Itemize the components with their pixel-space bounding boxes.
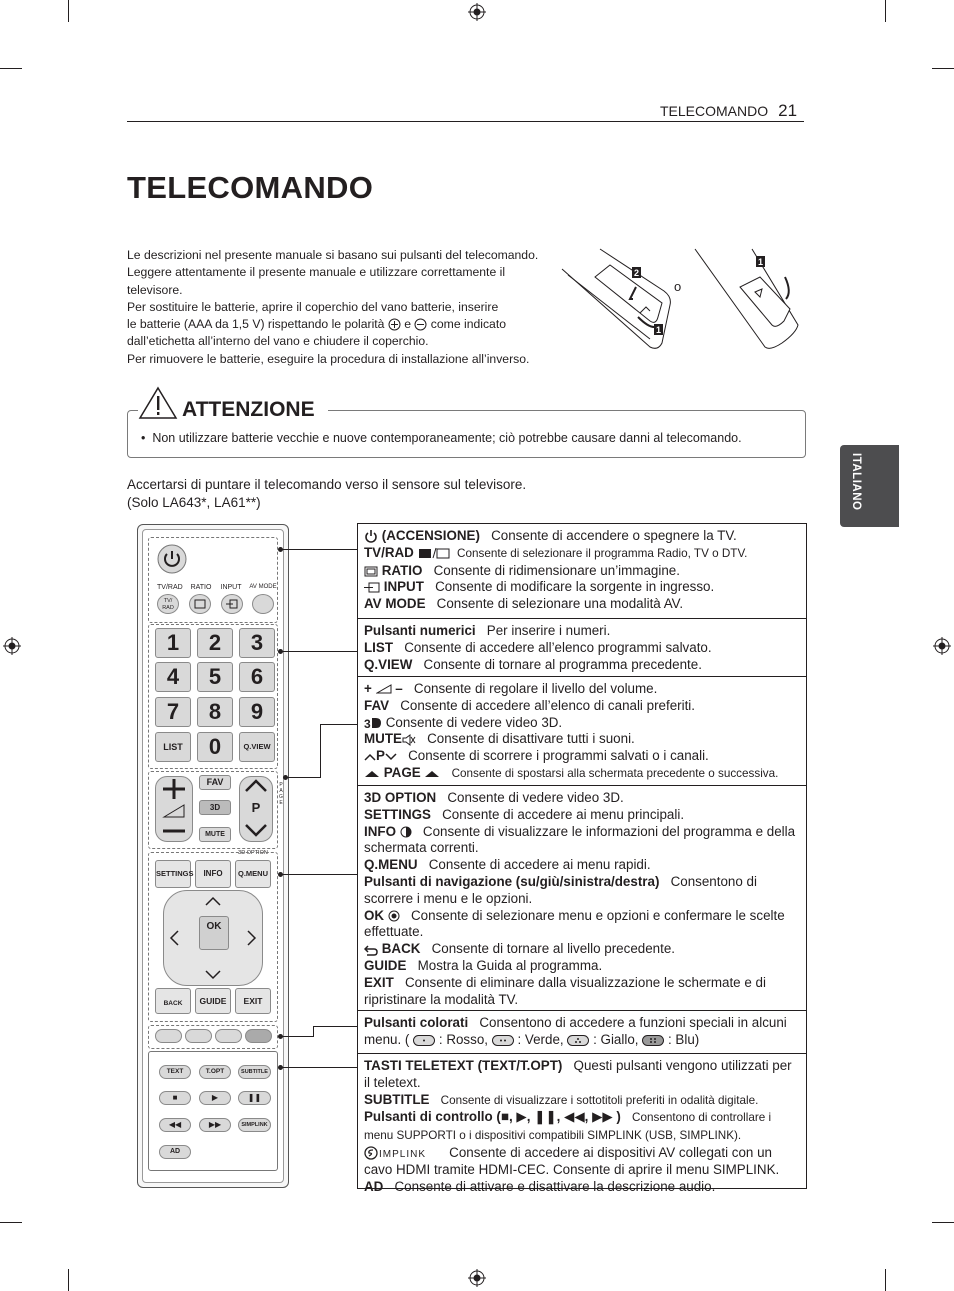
page-down-icon	[424, 768, 440, 778]
fastforward-button[interactable]: ▶▶	[199, 1118, 231, 1132]
desc-label: –	[395, 681, 403, 696]
desc-qmenu	[364, 857, 800, 874]
desc-text: Consente di ridimensionare un’immagine.	[433, 562, 680, 578]
qmenu-button[interactable]: Q.MENU	[235, 860, 271, 888]
desc-text: Consente di selezionare il programma Radio, TV o DTV.	[457, 546, 748, 560]
control-symbols: ■, ▶, ❚❚, ◀◀, ▶▶	[500, 1109, 617, 1125]
desc-label: BACK	[381, 941, 421, 957]
crop-mark	[0, 1222, 22, 1223]
desc-text: Consente di spostarsi alla schermata precedente o successiva.	[451, 766, 779, 780]
warning-bullet-text: Non utilizzare batterie vecchie e nuove contemporaneamente; ciò potrebbe causare danni al telecomando.	[152, 431, 742, 445]
desc-3d	[364, 715, 800, 732]
page-label: PAGE	[279, 782, 283, 806]
desc-text: Consente di tornare al programma precedente.	[423, 656, 702, 672]
digit-5-button[interactable]: 5	[197, 662, 233, 692]
yellow-key-icon	[567, 1035, 589, 1046]
desc-nav	[364, 874, 800, 908]
crop-mark	[885, 1269, 886, 1291]
p-label: P	[251, 800, 261, 815]
aim-line: Accertarsi di puntare il telecomando verso il sensore sul televisore.	[127, 477, 527, 492]
desc-text: Consente di vedere video 3D.	[447, 790, 624, 805]
up-chevron-icon	[364, 752, 376, 762]
aim-note	[127, 476, 526, 512]
language-tab	[840, 445, 899, 527]
desc-guide	[364, 958, 800, 975]
page-title: TELECOMANDO	[127, 170, 374, 205]
3d-option-label: 3D OPTION	[238, 850, 268, 856]
input-button[interactable]	[221, 594, 243, 614]
input-icon	[364, 582, 380, 593]
desc-list	[364, 640, 800, 657]
svg-text:3: 3	[364, 717, 371, 730]
desc-numeric	[364, 623, 800, 640]
desc-text: Consente di accendere o spegnere la TV.	[491, 528, 737, 543]
blue-button[interactable]	[245, 1029, 272, 1043]
callout-line	[280, 549, 357, 550]
ratio-icon	[364, 566, 378, 577]
desc-text: Consente di selezionare menu e opzioni e confermare le scelte effettuate.	[364, 907, 785, 940]
avmode-button[interactable]	[252, 594, 274, 614]
crop-mark	[68, 0, 69, 22]
desc-back	[364, 941, 800, 958]
desc-text: Consente di disattivare tutti i suoni.	[427, 731, 635, 747]
intro-line: Per rimuovere le batterie, eseguire la procedura di installazione all’inverso.	[127, 351, 530, 366]
desc-3d-option	[364, 790, 800, 807]
desc-text: : Verde,	[517, 1031, 564, 1047]
header-section: TELECOMANDO	[660, 103, 769, 119]
mute-button[interactable]: MUTE	[199, 827, 231, 842]
intro-text: e	[404, 317, 412, 332]
volume-icon	[376, 684, 392, 694]
or-label: o	[674, 279, 682, 294]
desc-qview	[364, 657, 800, 674]
desc-label: FAV	[364, 697, 390, 713]
pause-button[interactable]: ❚❚	[238, 1091, 271, 1105]
desc-text: : Giallo,	[593, 1031, 639, 1047]
desc-fav	[364, 698, 800, 715]
desc-text: Consentono di scorrere i menu e le opzioni.	[364, 873, 757, 906]
step-2-badge: 2	[633, 268, 640, 278]
intro-line: Per sostituire le batterie, aprire il coperchio del vano batterie, inserire	[127, 299, 499, 314]
intro-text: le batterie (AAA da 1,5 V) rispettando le polarità	[127, 317, 385, 332]
qview-button[interactable]: Q.VIEW	[239, 732, 275, 762]
intro-line: televisore.	[127, 282, 183, 297]
digit-9-button[interactable]: 9	[239, 697, 275, 727]
desc-control	[364, 1109, 800, 1145]
step-1-badge: 1	[655, 325, 662, 335]
digit-7-button[interactable]: 7	[155, 697, 191, 727]
desc-mute	[364, 731, 800, 748]
section-colored	[358, 1011, 806, 1054]
callout-line	[280, 1067, 357, 1068]
digit-1-button[interactable]: 1	[155, 628, 191, 658]
back-button[interactable]: BACK	[155, 988, 191, 1014]
intro-line	[127, 316, 567, 333]
desc-volume	[364, 681, 800, 698]
green-button[interactable]	[185, 1029, 212, 1043]
desc-ok	[364, 908, 800, 942]
ok-label: OK	[206, 921, 222, 932]
desc-text: Consente di visualizzare i sottotitoli preferiti in odalità digitale.	[440, 1093, 759, 1107]
desc-label: Pulsanti numerici	[364, 623, 476, 638]
desc-text: Consente di tornare al livello precedente.	[431, 941, 676, 957]
simplink-logo-icon	[364, 1146, 438, 1160]
desc-subtitle	[364, 1092, 800, 1110]
plus-polarity-icon	[388, 318, 401, 331]
desc-ratio	[364, 563, 800, 580]
tvrad-button[interactable]	[157, 594, 179, 614]
desc-p	[364, 748, 800, 765]
crop-mark	[68, 1269, 69, 1291]
desc-power	[364, 528, 800, 545]
play-button[interactable]: ▶	[199, 1091, 231, 1105]
desc-text: Consente di accedere all’elenco programmi salvato.	[404, 639, 712, 655]
desc-simplink	[364, 1145, 800, 1179]
3d-icon	[364, 717, 382, 729]
3d-button[interactable]: 3D	[199, 800, 231, 815]
section-teletext	[358, 1054, 806, 1194]
desc-text: Consente di accedere all’elenco di canali preferiti.	[400, 697, 695, 713]
radio-tv-icon	[418, 547, 450, 559]
desc-text: Consente di vedere video 3D.	[385, 714, 563, 730]
header-rule	[127, 121, 804, 122]
guide-button[interactable]: GUIDE	[195, 988, 231, 1014]
registration-mark-icon	[3, 637, 21, 655]
desc-teletext	[364, 1058, 800, 1092]
desc-label: Pulsanti di navigazione (su/giù/sinistra/destra)	[364, 873, 660, 889]
desc-label: PAGE	[383, 764, 421, 780]
desc-text: Consentono di controllare i menu SUPPORTI o i dispositivi compatibili SIMPLINK (USB, SIMPLINK).	[364, 1111, 772, 1143]
desc-text: Consente di accedere ai menu principali.	[442, 806, 685, 822]
section-volume	[358, 677, 806, 786]
page-number: 21	[778, 101, 798, 120]
desc-text: Consente di eliminare dalla visualizzazione le schermate e di ripristinare la modalità TV.	[364, 974, 766, 1007]
list-button[interactable]: LIST	[155, 732, 191, 762]
desc-text: Consente di visualizzare le informazioni del programma e della schermata correnti.	[364, 823, 796, 856]
back-arrow-icon	[364, 944, 378, 956]
callout-line	[320, 724, 357, 725]
section-top-buttons	[358, 524, 806, 619]
button-description-table	[357, 523, 807, 1194]
callout-line	[280, 1036, 313, 1037]
desc-text: : Rosso,	[438, 1031, 488, 1047]
warning-bullet: • Non utilizzare batterie vecchie e nuove contemporaneamente; ciò potrebbe causare danni al telecomando.	[141, 431, 742, 445]
desc-label: INPUT	[383, 579, 424, 595]
power-icon	[364, 529, 378, 543]
desc-label: (ACCENSIONE)	[381, 528, 480, 543]
desc-label: TASTI TELETEXT (TEXT/T.OPT)	[364, 1058, 563, 1073]
registration-mark-icon	[468, 3, 486, 21]
intro-text: come indicato	[430, 317, 506, 332]
tvrad-label: TV/RAD	[157, 584, 183, 591]
power-button[interactable]	[157, 544, 187, 574]
desc-text: Mostra la Guida al programma.	[417, 957, 603, 973]
desc-label: MUTE	[364, 731, 402, 747]
warning-triangle-icon	[138, 386, 178, 420]
red-key-icon	[413, 1035, 435, 1046]
minus-polarity-icon	[414, 318, 427, 331]
digit-0-button[interactable]: 0	[197, 732, 233, 762]
input-label: INPUT	[220, 584, 242, 591]
section-numeric	[358, 619, 806, 677]
desc-avmode	[364, 596, 800, 613]
desc-page	[364, 765, 800, 783]
desc-text: Per inserire i numeri.	[486, 623, 611, 638]
ad-button[interactable]: AD	[159, 1145, 191, 1159]
intro-paragraph	[127, 247, 567, 368]
desc-text: Consente di modificare la sorgente in ingresso.	[435, 579, 715, 595]
section-menu	[358, 786, 806, 1011]
callout-line	[313, 1026, 357, 1027]
ok-button[interactable]	[199, 916, 229, 950]
desc-label: EXIT	[364, 974, 394, 990]
desc-label: Q.MENU	[364, 857, 418, 873]
desc-label: Pulsanti colorati	[364, 1015, 469, 1030]
info-icon	[400, 826, 412, 838]
avmode-label: AV MODE	[249, 584, 277, 590]
desc-label: AD	[364, 1178, 384, 1194]
running-header	[660, 101, 797, 121]
crop-mark	[932, 1222, 954, 1223]
crop-mark	[885, 0, 886, 22]
desc-label: LIST	[364, 639, 394, 655]
battery-illustration	[560, 247, 810, 352]
desc-ad	[364, 1179, 800, 1196]
desc-settings	[364, 807, 800, 824]
desc-label: TV/RAD	[364, 544, 414, 560]
desc-label: SETTINGS	[364, 806, 431, 822]
registration-mark-icon	[468, 1269, 486, 1287]
registration-mark-icon	[933, 637, 951, 655]
callout-line	[280, 651, 357, 652]
desc-text: Consente di accedere ai menu rapidi.	[428, 857, 651, 873]
fav-button[interactable]: FAV	[199, 775, 231, 790]
settings-button[interactable]: SETTINGS	[155, 860, 191, 888]
desc-label: SUBTITLE	[364, 1091, 430, 1107]
step-1-badge: 1	[757, 257, 764, 267]
desc-colored	[364, 1015, 800, 1049]
digit-8-button[interactable]: 8	[197, 697, 233, 727]
stop-button[interactable]: ■	[159, 1091, 191, 1105]
desc-text: Questi pulsanti vengono utilizzati per il teletext.	[364, 1058, 792, 1090]
exit-button[interactable]: EXIT	[235, 988, 271, 1014]
desc-label: AV MODE	[364, 596, 426, 612]
volume-icon	[156, 777, 192, 841]
desc-text: Consente di selezionare una modalità AV.	[436, 596, 684, 612]
desc-text: Consente di attivare e disattivare la descrizione audio.	[394, 1178, 716, 1194]
remote-control-illustration	[137, 524, 289, 1188]
desc-text: Consente di regolare il livello del volume.	[413, 681, 658, 696]
digit-2-button[interactable]: 2	[197, 628, 233, 658]
desc-label: Q.VIEW	[364, 656, 413, 672]
volume-rocker[interactable]	[155, 776, 193, 842]
tv-label: TV/	[163, 598, 173, 604]
digit-4-button[interactable]: 4	[155, 662, 191, 692]
desc-text: Consente di scorrere i programmi salvati o i canali.	[408, 748, 709, 764]
desc-label: GUIDE	[364, 957, 407, 973]
rewind-button[interactable]: ◀◀	[159, 1118, 191, 1132]
blue-key-icon	[642, 1035, 664, 1046]
desc-text: Consente di accedere ai dispositivi AV collegati con un cavo HDMI tramite HDMI-CEC. Consente di aprire il menu SIMPLINK.	[364, 1144, 780, 1177]
mute-icon	[402, 734, 416, 746]
yellow-button[interactable]	[215, 1029, 242, 1043]
warning-title: ATTENZIONE	[182, 398, 325, 422]
callout-line	[285, 777, 320, 778]
desc-label: RATIO	[381, 562, 423, 578]
ratio-label: RATIO	[190, 584, 212, 591]
crop-mark	[0, 68, 22, 69]
desc-input	[364, 579, 800, 596]
ratio-icon	[194, 599, 206, 609]
callout-line	[313, 1026, 314, 1037]
callout-line	[320, 724, 321, 778]
ratio-button[interactable]	[189, 594, 211, 614]
rad-label: RAD	[162, 605, 174, 611]
desc-tvrad	[364, 545, 800, 563]
desc-exit	[364, 975, 800, 1009]
ok-icon	[388, 910, 400, 922]
desc-text: Consentono di accedere a funzioni speciali in alcuni menu. (	[364, 1015, 787, 1047]
digit-3-button[interactable]: 3	[239, 628, 275, 658]
svg-text:IMPLINK: IMPLINK	[379, 1149, 427, 1161]
desc-text: : Blu)	[667, 1031, 700, 1047]
desc-label: OK	[364, 907, 385, 923]
input-icon	[226, 599, 238, 609]
down-chevron-icon	[385, 752, 397, 762]
page-up-icon	[364, 768, 380, 778]
text-button[interactable]: TEXT	[159, 1065, 191, 1079]
simplink-button[interactable]: SIMPLINK	[238, 1118, 271, 1132]
desc-label: INFO	[364, 823, 396, 839]
language-tab-label: ITALIANO	[850, 453, 862, 511]
info-button[interactable]: INFO	[195, 860, 231, 888]
subtitle-button[interactable]: SUBTITLE	[238, 1065, 271, 1079]
digit-6-button[interactable]: 6	[239, 662, 275, 692]
intro-line: Leggere attentamente il presente manuale e utilizzare correttamente il	[127, 265, 506, 280]
intro-line: Le descrizioni nel presente manuale si basano sui pulsanti del telecomando.	[127, 248, 539, 262]
crop-mark	[932, 68, 954, 69]
red-button[interactable]	[155, 1029, 182, 1043]
intro-line: dall’etichetta all’interno del vano e chiudere il coperchio.	[127, 334, 429, 349]
callout-line	[280, 874, 357, 875]
aim-line: (Solo LA643*, LA61**)	[127, 495, 261, 510]
desc-label: 3D OPTION	[364, 790, 437, 805]
desc-label: Pulsanti di controllo (	[364, 1109, 501, 1125]
desc-label: )	[616, 1109, 621, 1125]
desc-label: P	[376, 748, 385, 764]
desc-info	[364, 824, 800, 858]
green-key-icon	[492, 1035, 514, 1046]
topt-button[interactable]: T.OPT	[199, 1065, 231, 1079]
desc-label: +	[364, 681, 372, 696]
